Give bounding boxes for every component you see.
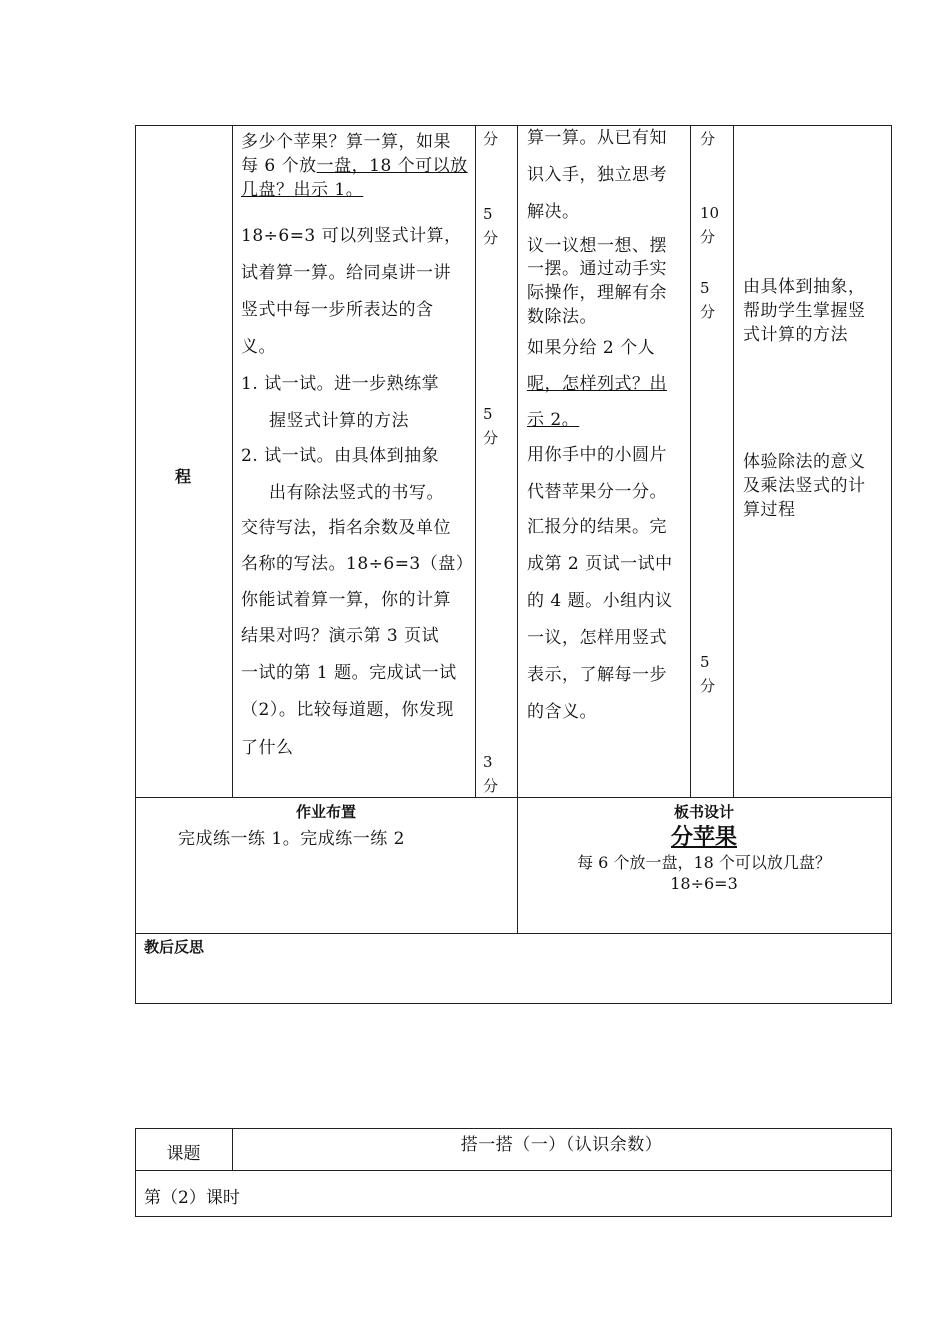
student-line: 一摆。通过动手实 [527, 259, 667, 279]
board-title: 板书设计 [673, 803, 734, 821]
homework-text: 完成练一练 1。完成练一练 2 [178, 829, 405, 849]
teacher-line: 竖式中每一步所表达的含 [241, 300, 434, 320]
teacher-line: 出有除法竖式的书写。 [269, 483, 444, 503]
intent-line: 体验除法的意义 [743, 452, 866, 472]
period-text: 第（2）课时 [144, 1188, 240, 1208]
board-line: 18÷6=3 [670, 874, 738, 893]
student-line: 算一算。从已有知 [527, 128, 667, 148]
time-text: 分 [483, 777, 499, 795]
intent-line: 算过程 [743, 500, 796, 520]
student-line: 示 2。 [527, 410, 580, 430]
intent-line: 式计算的方法 [743, 325, 848, 345]
teacher-line: 交待写法，指名余数及单位 [241, 518, 451, 538]
teacher-line: 义。 [241, 337, 276, 357]
time-text: 10 [700, 204, 720, 222]
student-line: 数除法。 [527, 307, 597, 327]
time-text: 5 [700, 653, 710, 671]
student-line: 解决。 [527, 202, 580, 222]
student-line: 代替苹果分一分。 [527, 482, 667, 502]
teacher-line: 了什么 [241, 738, 294, 758]
student-line: 用你手中的小圆片 [527, 445, 667, 465]
student-line: 表示，了解每一步 [527, 665, 667, 685]
student-line: 的 4 题。小组内议 [527, 591, 673, 611]
time-text: 分 [700, 228, 716, 246]
student-line: 识入手，独立思考 [527, 165, 667, 185]
teacher-line: 多少个苹果？算一算，如果 [241, 132, 451, 152]
teacher-line: 2. 试一试。由具体到抽象 [241, 446, 440, 466]
teacher-line: 18÷6=3 可以列竖式计算， [241, 226, 462, 246]
time-text: 分 [483, 130, 499, 148]
student-line: 成第 2 页试一试中 [527, 554, 673, 574]
topic-title: 搭一搭（一）（认识余数） [460, 1135, 663, 1155]
intent-line: 及乘法竖式的计 [743, 476, 866, 496]
intent-line: 帮助学生掌握竖 [743, 301, 866, 321]
student-line: 的含义。 [527, 702, 597, 722]
teacher-line: 试着算一算。给同桌讲一讲 [241, 263, 451, 283]
time-text: 分 [483, 229, 499, 247]
time-text: 分 [483, 429, 499, 447]
teacher-line: 几盘？出示 1。 [241, 180, 364, 200]
time-text: 分 [700, 303, 716, 321]
teacher-line: 1. 试一试。进一步熟练掌 [241, 374, 440, 394]
teacher-line: 名称的写法。18÷6=3（盘） [241, 554, 474, 574]
homework-title: 作业布置 [295, 803, 356, 821]
time-text: 5 [483, 205, 493, 223]
topic-label: 课题 [166, 1144, 201, 1164]
board-heading: 分苹果 [670, 825, 737, 850]
teacher-line: 一试的第 1 题。完成试一试 [241, 663, 457, 683]
intent-line: 由具体到抽象， [743, 277, 866, 297]
teacher-line: （2）。比较每道题，你发现 [241, 700, 454, 720]
teacher-line: 每 6 个放一盘，18 个可以放 [241, 156, 468, 176]
teacher-line: 握竖式计算的方法 [269, 411, 409, 431]
process-label: 程 [175, 467, 192, 486]
time-text: 分 [700, 130, 716, 148]
teacher-line: 结果对吗？演示第 3 页试 [241, 626, 440, 646]
time-text: 分 [700, 677, 716, 695]
teacher-line: 你能试着算一算，你的计算 [241, 590, 451, 610]
student-line: 议一议想一想、摆 [527, 236, 667, 256]
student-line: 际操作，理解有余 [527, 283, 667, 303]
reflection-title: 教后反思 [144, 938, 205, 956]
student-line: 汇报分的结果。完 [527, 517, 667, 537]
student-line: 如果分给 2 个人 [527, 338, 656, 358]
student-line: 呢，怎样列式？出 [527, 374, 667, 394]
student-line: 一议，怎样用竖式 [527, 628, 667, 648]
board-line: 每 6 个放一盘，18 个可以放几盘？ [577, 853, 831, 872]
time-text: 5 [483, 405, 493, 423]
time-text: 5 [700, 279, 710, 297]
time-text: 3 [483, 753, 493, 771]
